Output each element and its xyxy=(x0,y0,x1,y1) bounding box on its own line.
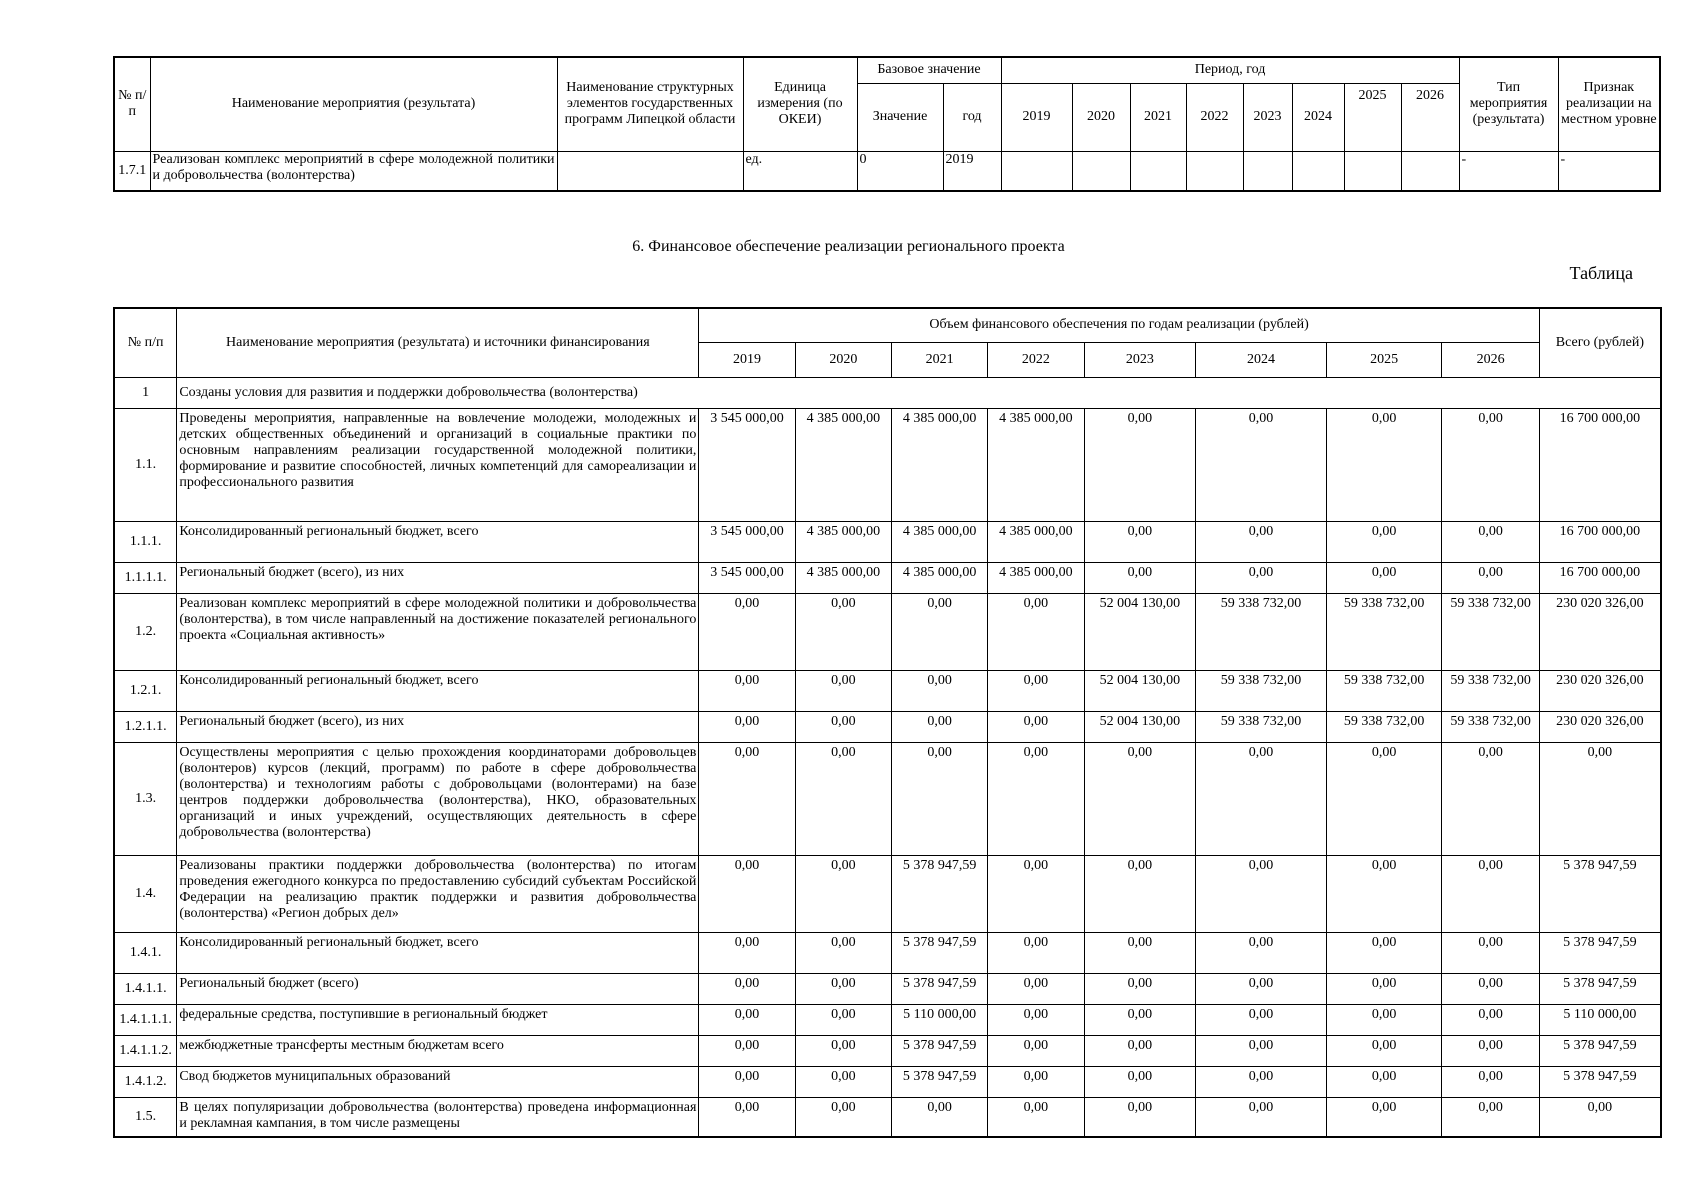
row-value-2022: 0,00 xyxy=(988,1004,1084,1035)
row-total: 0,00 xyxy=(1539,742,1661,855)
row-value-2026: 0,00 xyxy=(1442,1097,1539,1137)
row-name: Реализованы практики поддержки добровольчества (волонтерства) по итогам проведения ежегодного конкурса по предоставлению субсидий субъектам Российской Федерации на реализацию практик поддержки и развития добровольчества (волонтерства) «Регион добрых дел» xyxy=(177,855,699,932)
row-value-2019: 0,00 xyxy=(699,1097,795,1137)
row-value-2022: 0,00 xyxy=(988,670,1084,711)
row-value-2019: 0,00 xyxy=(699,670,795,711)
row-value-2019: 0,00 xyxy=(699,932,795,973)
row-year-cell xyxy=(1186,151,1243,191)
header-period: Период, год xyxy=(1001,57,1459,83)
row-value-2024: 0,00 xyxy=(1196,521,1327,562)
row-value-2023: 0,00 xyxy=(1084,973,1196,1004)
row-value-2025: 0,00 xyxy=(1326,1097,1442,1137)
row-value-2023: 52 004 130,00 xyxy=(1084,670,1196,711)
row-value-2026: 0,00 xyxy=(1442,1066,1539,1097)
row-value-2020: 0,00 xyxy=(795,1097,891,1137)
row-value-2025: 0,00 xyxy=(1326,973,1442,1004)
header-year-2021: 2021 xyxy=(1130,83,1186,151)
row-num: 1.2. xyxy=(114,593,177,670)
row-num: 1.4.1.1. xyxy=(114,973,177,1004)
row-num: 1.1.1. xyxy=(114,521,177,562)
finance-table xyxy=(113,307,1662,1138)
row-value-2024: 59 338 732,00 xyxy=(1196,593,1327,670)
row-value-2022: 0,00 xyxy=(988,711,1084,742)
row-value-2020: 0,00 xyxy=(795,593,891,670)
row-value-2025: 59 338 732,00 xyxy=(1326,711,1442,742)
header-num: № п/п xyxy=(114,57,150,151)
header-type: Тип мероприятия (результата) xyxy=(1459,57,1558,151)
row-value-2019: 3 545 000,00 xyxy=(699,521,795,562)
row-unit: ед. xyxy=(743,151,857,191)
row-name: Консолидированный региональный бюджет, всего xyxy=(177,670,699,711)
row-value-2020: 0,00 xyxy=(795,670,891,711)
row-value-2025: 0,00 xyxy=(1326,855,1442,932)
row-value-2020: 4 385 000,00 xyxy=(795,408,891,521)
section-title: 6. Финансовое обеспечение реализации регионального проекта xyxy=(632,238,1065,255)
row-total: 5 378 947,59 xyxy=(1539,973,1661,1004)
row-num: 1.2.1.1. xyxy=(114,711,177,742)
row-name: Реализован комплекс мероприятий в сфере молодежной политики и добровольчества (волонтерства), в том числе направленный на достижение показателей регионального проекта «Социальная активность» xyxy=(177,593,699,670)
row-num: 1.3. xyxy=(114,742,177,855)
header-year-2025: 2025 xyxy=(1344,83,1401,151)
row-value-2024: 0,00 xyxy=(1196,855,1327,932)
row-value-2020: 0,00 xyxy=(795,932,891,973)
row-value-2023: 52 004 130,00 xyxy=(1084,711,1196,742)
row-value-2023: 0,00 xyxy=(1084,1097,1196,1137)
row-base-value: 0 xyxy=(857,151,943,191)
row-value-2021: 4 385 000,00 xyxy=(891,408,987,521)
row-value-2022: 0,00 xyxy=(988,855,1084,932)
row-value-2019: 0,00 xyxy=(699,593,795,670)
row-value-2021: 5 378 947,59 xyxy=(891,1035,987,1066)
row-type: - xyxy=(1459,151,1558,191)
row-value-2019: 0,00 xyxy=(699,1035,795,1066)
row-value-2025: 59 338 732,00 xyxy=(1326,670,1442,711)
row-value-2026: 0,00 xyxy=(1442,855,1539,932)
header-year-2026: 2026 xyxy=(1401,83,1459,151)
row-value-2022: 0,00 xyxy=(988,973,1084,1004)
row-value-2025: 0,00 xyxy=(1326,521,1442,562)
row-value-2025: 0,00 xyxy=(1326,408,1442,521)
row-value-2023: 0,00 xyxy=(1084,855,1196,932)
row-total: 5 378 947,59 xyxy=(1539,1066,1661,1097)
row-value-2021: 5 378 947,59 xyxy=(891,1066,987,1097)
row-value-2021: 4 385 000,00 xyxy=(891,562,987,593)
row-year-cell xyxy=(1344,151,1401,191)
row-value-2020: 0,00 xyxy=(795,855,891,932)
row-name: Реализован комплекс мероприятий в сфере молодежной политики и добровольчества (волонтерства) xyxy=(150,151,557,191)
table-row xyxy=(114,1004,1661,1035)
row-value-2024: 0,00 xyxy=(1196,1004,1327,1035)
row-value-2020: 4 385 000,00 xyxy=(795,562,891,593)
row-value-2024: 0,00 xyxy=(1196,742,1327,855)
row-value-2021: 4 385 000,00 xyxy=(891,521,987,562)
row-value-2021: 0,00 xyxy=(891,1097,987,1137)
row-value-2024: 0,00 xyxy=(1196,932,1327,973)
row-value-2026: 59 338 732,00 xyxy=(1442,593,1539,670)
row-value-2025: 0,00 xyxy=(1326,742,1442,855)
row-value-2023: 0,00 xyxy=(1084,1066,1196,1097)
row-value-2021: 0,00 xyxy=(891,742,987,855)
row-year-cell xyxy=(1292,151,1344,191)
fin-header-year-2022: 2022 xyxy=(988,342,1084,377)
table-row xyxy=(114,711,1661,742)
row-value-2026: 0,00 xyxy=(1442,932,1539,973)
row-name: Региональный бюджет (всего) xyxy=(177,973,699,1004)
fin-header-year-2021: 2021 xyxy=(891,342,987,377)
row-value-2019: 0,00 xyxy=(699,1066,795,1097)
table-row xyxy=(114,151,1660,191)
header-year-2020: 2020 xyxy=(1072,83,1130,151)
row-name: Осуществлены мероприятия с целью прохождения координаторами добровольцев (волонтеров) курсов (лекций, программ) по работе в сфере добровольчества (волонтерства) и технологиям работы с добровольцами (волонтерами) на базе центров поддержки добровольчества (волонтерства), НКО, образовательных организаций и иных учреждений, осуществляющих деятельность в сфере добровольчества (волонтерства) xyxy=(177,742,699,855)
row-value-2019: 0,00 xyxy=(699,973,795,1004)
fin-header-year-2019: 2019 xyxy=(699,342,795,377)
row-value-2020: 0,00 xyxy=(795,973,891,1004)
table-row xyxy=(114,855,1661,932)
table-row xyxy=(114,521,1661,562)
row-num: 1.4.1.1.1. xyxy=(114,1004,177,1035)
row-value-2024: 0,00 xyxy=(1196,1035,1327,1066)
row-value-2026: 0,00 xyxy=(1442,1035,1539,1066)
row-total: 16 700 000,00 xyxy=(1539,562,1661,593)
row-name: Консолидированный региональный бюджет, всего xyxy=(177,932,699,973)
section-name: Созданы условия для развития и поддержки добровольчества (волонтерства) xyxy=(177,377,1661,408)
row-value-2021: 5 378 947,59 xyxy=(891,855,987,932)
row-total: 230 020 326,00 xyxy=(1539,593,1661,670)
row-name: Свод бюджетов муниципальных образований xyxy=(177,1066,699,1097)
fin-header-year-2023: 2023 xyxy=(1084,342,1196,377)
row-name: Консолидированный региональный бюджет, всего xyxy=(177,521,699,562)
row-base-year: 2019 xyxy=(943,151,1001,191)
header-base-value: Значение xyxy=(857,83,943,151)
row-value-2020: 0,00 xyxy=(795,711,891,742)
row-value-2019: 0,00 xyxy=(699,742,795,855)
row-value-2023: 0,00 xyxy=(1084,408,1196,521)
table-row xyxy=(114,1035,1661,1066)
row-value-2022: 0,00 xyxy=(988,593,1084,670)
row-num: 1.7.1 xyxy=(114,151,150,191)
header-name: Наименование мероприятия (результата) xyxy=(150,57,557,151)
table-row xyxy=(114,670,1661,711)
row-value-2023: 0,00 xyxy=(1084,742,1196,855)
row-value-2023: 0,00 xyxy=(1084,562,1196,593)
table-row xyxy=(114,973,1661,1004)
row-value-2026: 59 338 732,00 xyxy=(1442,711,1539,742)
row-total: 230 020 326,00 xyxy=(1539,670,1661,711)
header-base-year: год xyxy=(943,83,1001,151)
row-value-2019: 0,00 xyxy=(699,855,795,932)
table-row xyxy=(114,1066,1661,1097)
row-value-2019: 0,00 xyxy=(699,711,795,742)
row-value-2026: 0,00 xyxy=(1442,562,1539,593)
row-value-2022: 0,00 xyxy=(988,932,1084,973)
row-value-2020: 0,00 xyxy=(795,1066,891,1097)
row-num: 1.1. xyxy=(114,408,177,521)
row-value-2021: 5 378 947,59 xyxy=(891,973,987,1004)
row-value-2022: 0,00 xyxy=(988,1066,1084,1097)
row-value-2026: 0,00 xyxy=(1442,1004,1539,1035)
table-row xyxy=(114,742,1661,855)
row-value-2026: 0,00 xyxy=(1442,521,1539,562)
row-value-2025: 0,00 xyxy=(1326,932,1442,973)
row-value-2024: 0,00 xyxy=(1196,408,1327,521)
row-total: 16 700 000,00 xyxy=(1539,408,1661,521)
row-num: 1.4.1.1.2. xyxy=(114,1035,177,1066)
row-value-2021: 5 378 947,59 xyxy=(891,932,987,973)
row-value-2025: 0,00 xyxy=(1326,562,1442,593)
row-value-2021: 0,00 xyxy=(891,593,987,670)
row-local: - xyxy=(1558,151,1660,191)
row-value-2020: 0,00 xyxy=(795,742,891,855)
row-name: В целях популяризации добровольчества (волонтерства) проведена информационная и рекламная кампания, в том числе размещены xyxy=(177,1097,699,1137)
row-total: 5 110 000,00 xyxy=(1539,1004,1661,1035)
row-value-2019: 3 545 000,00 xyxy=(699,408,795,521)
section-row xyxy=(114,377,1661,408)
header-local: Признак реализации на местном уровне xyxy=(1558,57,1660,151)
row-value-2019: 0,00 xyxy=(699,1004,795,1035)
row-total: 0,00 xyxy=(1539,1097,1661,1137)
row-value-2025: 59 338 732,00 xyxy=(1326,593,1442,670)
row-total: 5 378 947,59 xyxy=(1539,1035,1661,1066)
header-unit: Единица измерения (по ОКЕИ) xyxy=(743,57,857,151)
table-label: Таблица xyxy=(1569,263,1633,283)
header-struct: Наименование структурных элементов государственных программ Липецкой области xyxy=(557,57,743,151)
row-value-2023: 0,00 xyxy=(1084,1035,1196,1066)
row-num: 1.2.1. xyxy=(114,670,177,711)
row-num: 1.5. xyxy=(114,1097,177,1137)
row-num: 1.4.1.2. xyxy=(114,1066,177,1097)
table-row xyxy=(114,562,1661,593)
row-value-2022: 4 385 000,00 xyxy=(988,408,1084,521)
row-total: 230 020 326,00 xyxy=(1539,711,1661,742)
table-row xyxy=(114,1097,1661,1137)
row-struct xyxy=(557,151,743,191)
fin-header-year-2024: 2024 xyxy=(1196,342,1327,377)
header-year-2019: 2019 xyxy=(1001,83,1072,151)
fin-header-total: Всего (рублей) xyxy=(1539,308,1661,377)
row-name: Региональный бюджет (всего), из них xyxy=(177,711,699,742)
row-value-2022: 0,00 xyxy=(988,742,1084,855)
row-value-2025: 0,00 xyxy=(1326,1004,1442,1035)
header-year-2024: 2024 xyxy=(1292,83,1344,151)
table-row xyxy=(114,932,1661,973)
row-value-2024: 59 338 732,00 xyxy=(1196,711,1327,742)
row-value-2026: 0,00 xyxy=(1442,408,1539,521)
header-year-2022: 2022 xyxy=(1186,83,1243,151)
row-value-2020: 0,00 xyxy=(795,1004,891,1035)
row-total: 5 378 947,59 xyxy=(1539,855,1661,932)
row-total: 5 378 947,59 xyxy=(1539,932,1661,973)
table-row xyxy=(114,408,1661,521)
row-value-2024: 0,00 xyxy=(1196,562,1327,593)
row-value-2021: 5 110 000,00 xyxy=(891,1004,987,1035)
row-value-2026: 0,00 xyxy=(1442,973,1539,1004)
row-value-2020: 0,00 xyxy=(795,1035,891,1066)
row-value-2021: 0,00 xyxy=(891,711,987,742)
row-year-cell xyxy=(1401,151,1459,191)
row-name: федеральные средства, поступившие в региональный бюджет xyxy=(177,1004,699,1035)
row-value-2022: 4 385 000,00 xyxy=(988,521,1084,562)
row-num: 1.4. xyxy=(114,855,177,932)
header-year-2023: 2023 xyxy=(1243,83,1292,151)
row-value-2023: 52 004 130,00 xyxy=(1084,593,1196,670)
row-year-cell xyxy=(1001,151,1072,191)
row-year-cell xyxy=(1130,151,1186,191)
fin-header-year-2026: 2026 xyxy=(1442,342,1539,377)
fin-header-num: № п/п xyxy=(114,308,177,377)
fin-header-volume: Объем финансового обеспечения по годам реализации (рублей) xyxy=(699,308,1539,342)
row-num: 1.1.1.1. xyxy=(114,562,177,593)
row-value-2024: 0,00 xyxy=(1196,973,1327,1004)
row-value-2024: 0,00 xyxy=(1196,1066,1327,1097)
row-value-2022: 4 385 000,00 xyxy=(988,562,1084,593)
row-name: межбюджетные трансферты местным бюджетам всего xyxy=(177,1035,699,1066)
indicator-table xyxy=(113,56,1661,192)
row-value-2022: 0,00 xyxy=(988,1097,1084,1137)
row-year-cell xyxy=(1243,151,1292,191)
header-base: Базовое значение xyxy=(857,57,1001,83)
section-num: 1 xyxy=(114,377,177,408)
row-value-2026: 0,00 xyxy=(1442,742,1539,855)
row-value-2025: 0,00 xyxy=(1326,1066,1442,1097)
row-name: Региональный бюджет (всего), из них xyxy=(177,562,699,593)
row-value-2023: 0,00 xyxy=(1084,1004,1196,1035)
row-value-2024: 59 338 732,00 xyxy=(1196,670,1327,711)
row-value-2021: 0,00 xyxy=(891,670,987,711)
row-value-2019: 3 545 000,00 xyxy=(699,562,795,593)
row-value-2026: 59 338 732,00 xyxy=(1442,670,1539,711)
row-num: 1.4.1. xyxy=(114,932,177,973)
table-row xyxy=(114,593,1661,670)
fin-header-year-2025: 2025 xyxy=(1326,342,1442,377)
row-value-2020: 4 385 000,00 xyxy=(795,521,891,562)
row-value-2024: 0,00 xyxy=(1196,1097,1327,1137)
row-value-2022: 0,00 xyxy=(988,1035,1084,1066)
row-value-2025: 0,00 xyxy=(1326,1035,1442,1066)
fin-header-year-2020: 2020 xyxy=(795,342,891,377)
row-value-2023: 0,00 xyxy=(1084,521,1196,562)
fin-header-name: Наименование мероприятия (результата) и источники финансирования xyxy=(177,308,699,377)
row-name: Проведены мероприятия, направленные на вовлечение молодежи, молодежных и детских общественных объединений и организаций в социальные практики по основным направлениям реализации государственной молодежной политики, формирование и развитие способностей, личных компетенций для самореализации и профессионального развития xyxy=(177,408,699,521)
row-year-cell xyxy=(1072,151,1130,191)
row-value-2023: 0,00 xyxy=(1084,932,1196,973)
row-total: 16 700 000,00 xyxy=(1539,521,1661,562)
